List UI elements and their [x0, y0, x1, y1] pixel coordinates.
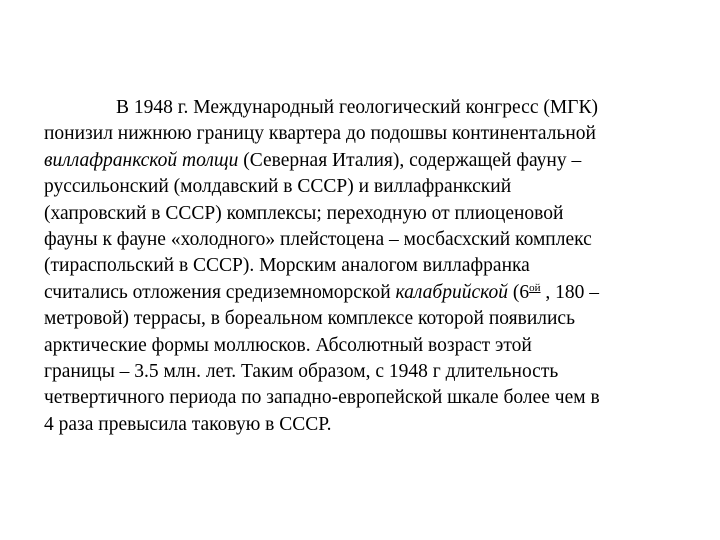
paragraph-line — [44, 148, 684, 174]
main-paragraph — [44, 95, 684, 438]
paragraph-line — [44, 280, 684, 306]
text-run: считались отложения средиземноморской — [44, 281, 396, 303]
text-run: В 1948 г. Международный геологический конгресс (МГК) — [116, 97, 598, 118]
text-run: (6 — [507, 281, 530, 303]
text-run: руссильонский (молдавский в СССР) и виллафранкский — [44, 176, 512, 198]
text-run: арктические формы моллюсков. Абсолютный возраст этой — [44, 334, 532, 356]
paragraph-line — [44, 95, 684, 121]
paragraph-line — [44, 201, 684, 227]
text-run: , 180 – — [540, 281, 599, 303]
paragraph-line — [44, 385, 684, 411]
text-run: понизил нижнюю границу квартера до подошвы континентальной — [44, 123, 596, 145]
paragraph-line — [44, 359, 684, 385]
text-run: метровой) террасы, в бореальном комплексе которой появились — [44, 308, 575, 330]
paragraph-line — [44, 227, 684, 253]
italic-term: калабрийской — [395, 281, 508, 303]
text-run: четвертичного периода по западно-европейской шкале более чем в — [44, 387, 600, 409]
paragraph-line — [44, 121, 684, 147]
paragraph-line — [44, 174, 684, 200]
paragraph-line — [44, 306, 684, 332]
paragraph-line — [44, 412, 684, 438]
text-run: 4 раза превысила таковую в СССР. — [44, 413, 332, 435]
text-run: границы – 3.5 млн. лет. Таким образом, с 1948 г длительность — [44, 361, 559, 383]
italic-term: виллафранкской толщи — [44, 149, 239, 171]
ordinal-suffix: ой — [529, 281, 541, 294]
text-run: (Северная Италия), содержащей фауну – — [238, 149, 582, 171]
text-run: (хапровский в СССР) комплексы; переходную от плиоценовой — [44, 202, 564, 224]
text-run: (тираспольский в СССР). Морским аналогом виллафранка — [44, 255, 530, 277]
text-run: фауны к фауне «холодного» плейстоцена – мосбасхский комплекс — [44, 229, 592, 251]
paragraph-line — [44, 333, 684, 359]
paragraph-line — [44, 253, 684, 279]
